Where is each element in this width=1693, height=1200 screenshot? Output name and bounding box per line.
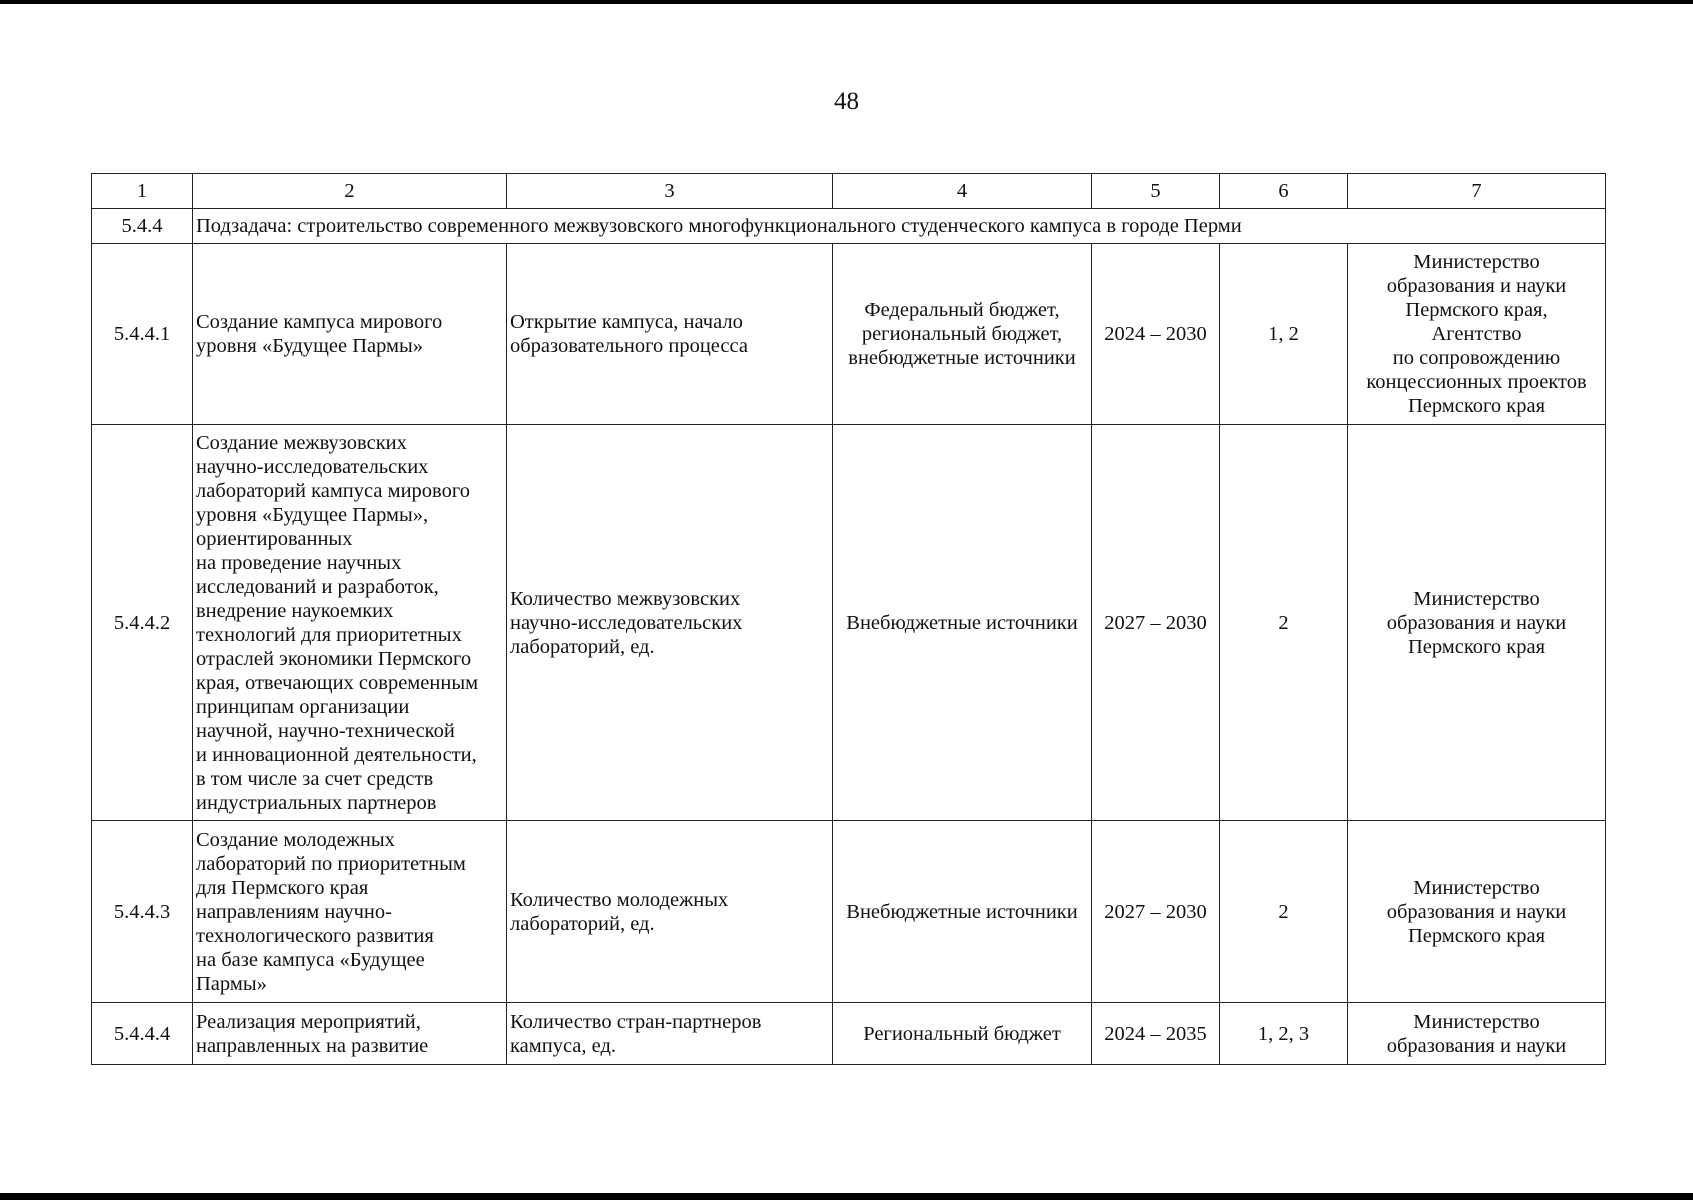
- header-cell: 2: [193, 174, 507, 209]
- row-executor: Министерство образования и науки Пермского края: [1348, 425, 1606, 821]
- header-cell: 4: [833, 174, 1092, 209]
- row-result: Открытие кампуса, начало образовательного процесса: [507, 244, 833, 425]
- row-activity: Реализация мероприятий, направленных на развитие: [193, 1003, 507, 1065]
- row-source: Региональный бюджет: [833, 1003, 1092, 1065]
- table-header-row: [92, 174, 1606, 209]
- row-code: 5.4.4.4: [92, 1003, 193, 1065]
- row-activity: Создание молодежных лабораторий по приоритетным для Пермского края направлениям научно- технологического развития на базе кампуса «Будущее Пармы»: [193, 821, 507, 1003]
- table-row: [92, 244, 1606, 425]
- row-tasks: 2: [1220, 821, 1348, 1003]
- table-row: [92, 425, 1606, 821]
- row-executor: Министерство образования и науки Пермского края, Агентство по сопровождению концессионных проектов Пермского края: [1348, 244, 1606, 425]
- row-code: 5.4.4.2: [92, 425, 193, 821]
- header-cell: 7: [1348, 174, 1606, 209]
- row-code: 5.4.4.3: [92, 821, 193, 1003]
- page-number: 48: [834, 88, 859, 115]
- header-cell: 3: [507, 174, 833, 209]
- row-period: 2027 – 2030: [1092, 425, 1220, 821]
- row-executor: Министерство образования и науки Пермского края: [1348, 821, 1606, 1003]
- row-source: Внебюджетные источники: [833, 425, 1092, 821]
- header-cell: 6: [1220, 174, 1348, 209]
- subtask-title: Подзадача: строительство современного межвузовского многофункционального студенческого кампуса в городе Перми: [193, 209, 1606, 244]
- subtask-code: 5.4.4: [92, 209, 193, 244]
- header-cell: 5: [1092, 174, 1220, 209]
- scan-edge-bottom: [0, 1193, 1693, 1200]
- row-executor: Министерство образования и науки: [1348, 1003, 1606, 1065]
- row-activity: Создание межвузовских научно-исследовательских лабораторий кампуса мирового уровня «Будущее Пармы», ориентированных на проведение научных исследований и разработок, внедрение наукоемких технологий для приоритетных отраслей экономики Пермского края, отвечающих современным принципам организации научной, научно-технической и инновационной деятельности, в том числе за счет средств индустриальных партнеров: [193, 425, 507, 821]
- activity-table: [91, 173, 1606, 1065]
- row-result: Количество молодежных лабораторий, ед.: [507, 821, 833, 1003]
- table-row: [92, 1003, 1606, 1065]
- row-period: 2027 – 2030: [1092, 821, 1220, 1003]
- subtask-row: [92, 209, 1606, 244]
- row-tasks: 2: [1220, 425, 1348, 821]
- scan-edge-top: [0, 0, 1693, 4]
- row-period: 2024 – 2030: [1092, 244, 1220, 425]
- row-activity: Создание кампуса мирового уровня «Будущее Пармы»: [193, 244, 507, 425]
- row-result: Количество межвузовских научно-исследовательских лабораторий, ед.: [507, 425, 833, 821]
- row-tasks: 1, 2: [1220, 244, 1348, 425]
- row-source: Федеральный бюджет, региональный бюджет, внебюджетные источники: [833, 244, 1092, 425]
- header-cell: 1: [92, 174, 193, 209]
- row-code: 5.4.4.1: [92, 244, 193, 425]
- table-row: [92, 821, 1606, 1003]
- row-source: Внебюджетные источники: [833, 821, 1092, 1003]
- row-result: Количество стран-партнеров кампуса, ед.: [507, 1003, 833, 1065]
- row-tasks: 1, 2, 3: [1220, 1003, 1348, 1065]
- row-period: 2024 – 2035: [1092, 1003, 1220, 1065]
